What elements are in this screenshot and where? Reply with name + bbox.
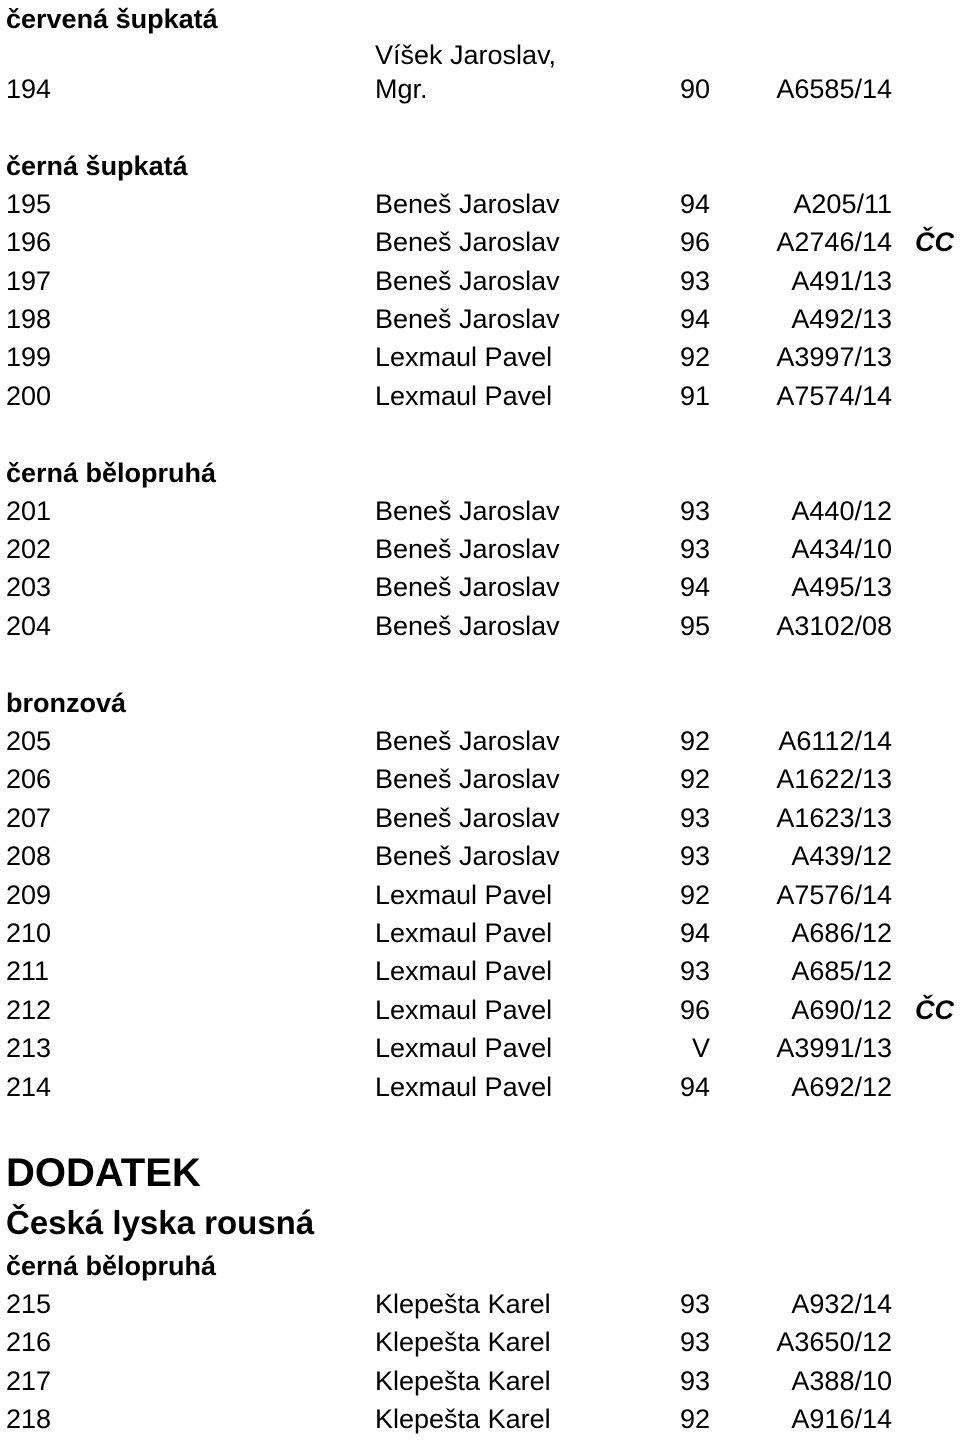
entry-name: Beneš Jaroslav xyxy=(375,189,560,219)
entry-score: 90 xyxy=(679,74,710,104)
entry-code: A1622/13 xyxy=(776,764,892,794)
entry-name: Lexmaul Pavel xyxy=(375,956,553,986)
section-title-cerna-belopruha: černá bělopruhá xyxy=(6,458,217,488)
entry-score: 92 xyxy=(679,342,710,372)
entry-row xyxy=(0,223,960,261)
entry-score: V xyxy=(691,1033,710,1063)
entry-row xyxy=(0,722,960,760)
entry-row xyxy=(0,1068,960,1106)
entry-number: 198 xyxy=(6,304,52,334)
entry-score: 94 xyxy=(679,189,710,219)
entry-name: Klepešta Karel xyxy=(375,1327,551,1357)
entry-code: A690/12 xyxy=(791,995,892,1025)
section-title-cervena-supkata: červená šupkatá xyxy=(6,4,218,34)
entry-code: A205/11 xyxy=(793,189,892,219)
entry-score: 92 xyxy=(679,764,710,794)
entry-name: Lexmaul Pavel xyxy=(375,880,553,910)
section-title-cerna-supkata: černá šupkatá xyxy=(6,151,188,181)
entry-row xyxy=(0,530,960,568)
entry-row xyxy=(0,1323,960,1361)
entry-number: 216 xyxy=(6,1327,52,1357)
entry-name: Klepešta Karel xyxy=(375,1404,551,1434)
entry-code: A6112/14 xyxy=(778,726,892,756)
entry-score: 91 xyxy=(679,381,710,411)
entry-row xyxy=(0,1029,960,1067)
entry-row xyxy=(0,1285,960,1323)
entry-name: Beneš Jaroslav xyxy=(375,496,560,526)
entry-row xyxy=(0,760,960,798)
section-title-addendum-cerna-belopruha: černá bělopruhá xyxy=(6,1251,217,1281)
entry-row xyxy=(0,377,960,415)
entry-number: 205 xyxy=(6,726,52,756)
entry-score: 92 xyxy=(679,726,710,756)
entry-row xyxy=(0,952,960,990)
entry-number: 206 xyxy=(6,764,52,794)
entry-score: 92 xyxy=(679,1404,710,1434)
entry-number: 199 xyxy=(6,342,52,372)
entry-note: ČC xyxy=(915,995,954,1025)
entry-number: 210 xyxy=(6,918,52,948)
entry-row xyxy=(0,837,960,875)
entry-number: 200 xyxy=(6,381,52,411)
entry-score: 93 xyxy=(679,803,710,833)
entry-number: 207 xyxy=(6,803,52,833)
entry-name-line2: Mgr. xyxy=(375,74,428,104)
entry-row xyxy=(0,991,960,1029)
entry-name: Lexmaul Pavel xyxy=(375,995,553,1025)
entry-code: A7576/14 xyxy=(776,880,892,910)
entry-number: 201 xyxy=(6,496,52,526)
entry-code: A1623/13 xyxy=(776,803,892,833)
entry-number: 197 xyxy=(6,266,52,296)
entry-row xyxy=(0,492,960,530)
entry-code: A434/10 xyxy=(791,534,892,564)
entry-name-line1: Víšek Jaroslav, xyxy=(375,40,557,70)
entry-code: A440/12 xyxy=(791,496,892,526)
entry-row xyxy=(0,568,960,606)
entry-score: 96 xyxy=(679,227,710,257)
entry-code: A932/14 xyxy=(791,1289,892,1319)
entry-row xyxy=(0,876,960,914)
entry-code: A7574/14 xyxy=(776,381,892,411)
entry-score: 93 xyxy=(679,1366,710,1396)
section-title-bronzova: bronzová xyxy=(6,688,127,718)
entry-score: 93 xyxy=(679,266,710,296)
entry-number: 196 xyxy=(6,227,52,257)
entry-score: 93 xyxy=(679,841,710,871)
entry-number: 212 xyxy=(6,995,52,1025)
entry-number: 218 xyxy=(6,1404,52,1434)
entry-name: Beneš Jaroslav xyxy=(375,572,560,602)
entry-code: A439/12 xyxy=(791,841,892,871)
entry-code: A495/13 xyxy=(791,572,892,602)
entry-row xyxy=(0,185,960,223)
entry-code: A3102/08 xyxy=(776,611,892,641)
entry-score: 94 xyxy=(679,918,710,948)
entry-code: A3650/12 xyxy=(776,1327,892,1357)
entry-score: 93 xyxy=(679,534,710,564)
entry-row xyxy=(0,300,960,338)
entry-row xyxy=(0,799,960,837)
entry-code: A492/13 xyxy=(791,304,892,334)
entry-note: ČC xyxy=(915,227,954,257)
entry-number: 203 xyxy=(6,572,52,602)
entry-number: 194 xyxy=(6,74,52,104)
entry-name: Beneš Jaroslav xyxy=(375,726,560,756)
entry-number: 211 xyxy=(6,956,50,986)
entry-score: 94 xyxy=(679,572,710,602)
entry-row xyxy=(0,1400,960,1438)
entry-score: 94 xyxy=(679,304,710,334)
entry-name: Lexmaul Pavel xyxy=(375,1072,553,1102)
entry-row xyxy=(0,338,960,376)
entry-code: A685/12 xyxy=(791,956,892,986)
entry-code: A2746/14 xyxy=(776,227,892,257)
entry-number: 208 xyxy=(6,841,52,871)
entry-code: A3991/13 xyxy=(776,1033,892,1063)
entry-number: 214 xyxy=(6,1072,52,1102)
entry-code: A916/14 xyxy=(791,1404,892,1434)
entry-code: A692/12 xyxy=(791,1072,892,1102)
entry-code: A388/10 xyxy=(791,1366,892,1396)
entry-name: Beneš Jaroslav xyxy=(375,803,560,833)
entry-name: Beneš Jaroslav xyxy=(375,841,560,871)
breed-title: Česká lyska rousná xyxy=(6,1204,315,1241)
entry-row xyxy=(0,262,960,300)
entry-number: 215 xyxy=(6,1289,52,1319)
entry-name: Lexmaul Pavel xyxy=(375,342,553,372)
entry-score: 96 xyxy=(679,995,710,1025)
entry-row-194 xyxy=(0,70,960,108)
entry-name: Beneš Jaroslav xyxy=(375,266,560,296)
entry-number: 217 xyxy=(6,1366,52,1396)
entry-score: 93 xyxy=(679,956,710,986)
entry-number: 209 xyxy=(6,880,52,910)
entry-code: A6585/14 xyxy=(776,74,892,104)
entry-code: A491/13 xyxy=(791,266,892,296)
entry-score: 93 xyxy=(679,1327,710,1357)
addendum-title: DODATEK xyxy=(6,1151,201,1195)
entry-code: A3997/13 xyxy=(776,342,892,372)
entry-name: Beneš Jaroslav xyxy=(375,611,560,641)
entry-score: 93 xyxy=(679,496,710,526)
entry-name: Klepešta Karel xyxy=(375,1289,551,1319)
entry-number: 204 xyxy=(6,611,52,641)
entry-name: Beneš Jaroslav xyxy=(375,227,560,257)
entry-row xyxy=(0,914,960,952)
entry-code: A686/12 xyxy=(791,918,892,948)
entry-name: Lexmaul Pavel xyxy=(375,381,553,411)
entry-name: Beneš Jaroslav xyxy=(375,764,560,794)
entry-score: 95 xyxy=(679,611,710,641)
entry-score: 92 xyxy=(679,880,710,910)
entry-number: 202 xyxy=(6,534,52,564)
entry-name: Beneš Jaroslav xyxy=(375,304,560,334)
entry-name: Lexmaul Pavel xyxy=(375,1033,553,1063)
entry-row xyxy=(0,1362,960,1400)
entry-name: Lexmaul Pavel xyxy=(375,918,553,948)
entry-score: 93 xyxy=(679,1289,710,1319)
entry-number: 213 xyxy=(6,1033,52,1063)
entry-row xyxy=(0,607,960,645)
entry-name: Beneš Jaroslav xyxy=(375,534,560,564)
entry-name: Klepešta Karel xyxy=(375,1366,551,1396)
entry-score: 94 xyxy=(679,1072,710,1102)
entry-number: 195 xyxy=(6,189,52,219)
